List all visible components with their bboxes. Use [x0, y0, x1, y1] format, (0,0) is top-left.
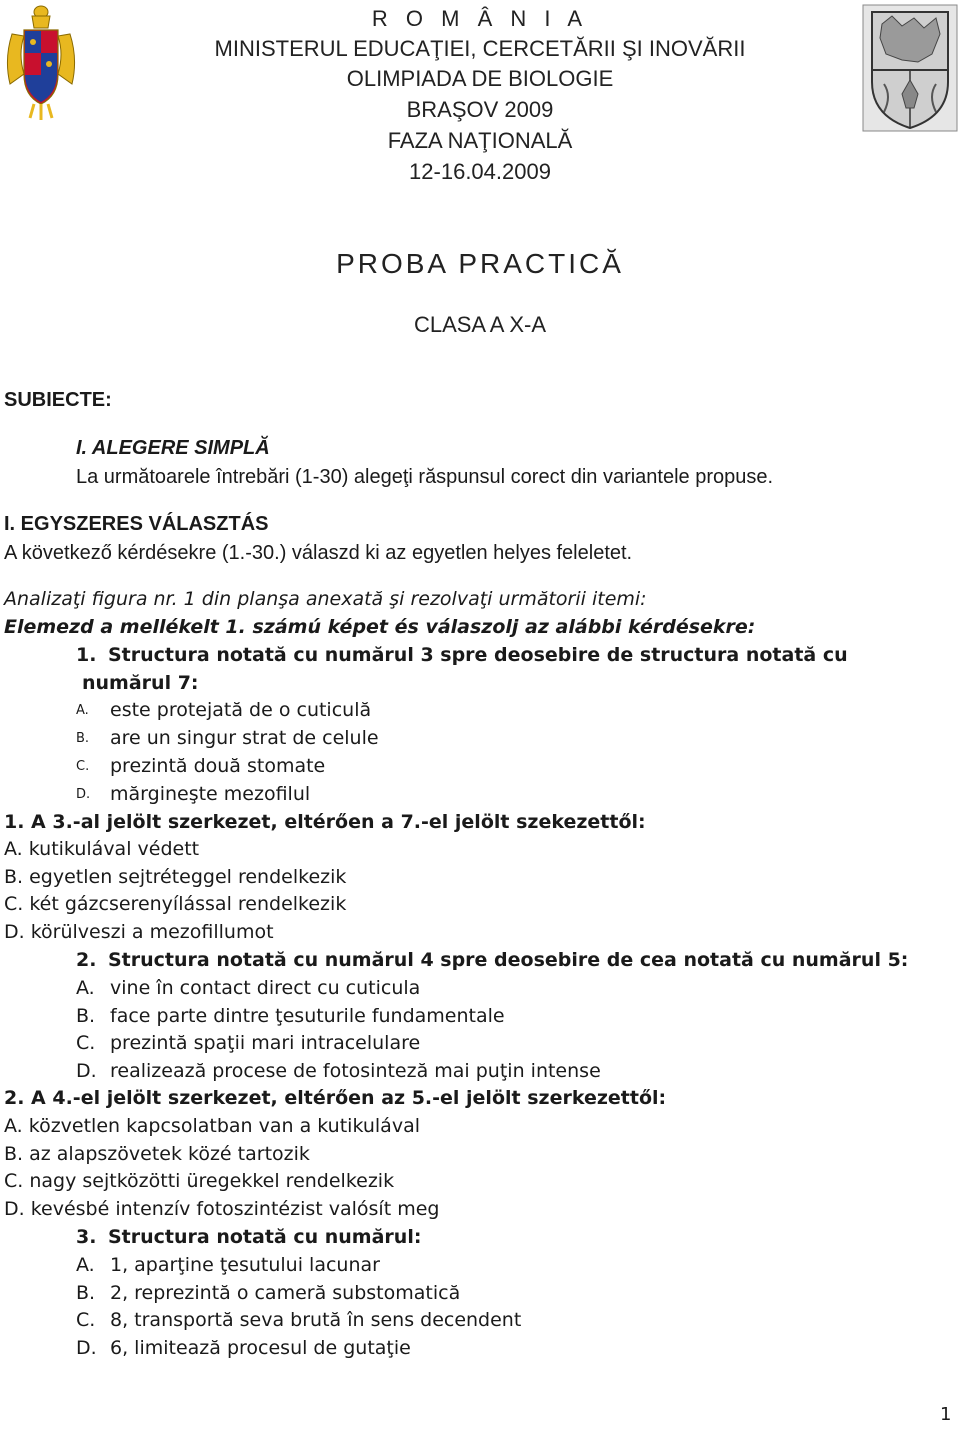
q2-ro-stem: Structura notată cu numărul 4 spre deosebire de cea notată cu numărul 5:	[108, 949, 909, 971]
q2-ro-option-text: face parte dintre ţesuturile fundamentale	[110, 1005, 505, 1027]
q3-ro-option-text: 1, aparţine ţesutului lacunar	[110, 1254, 380, 1276]
q2-ro-option-text: realizează procese de fotosinteză mai puţin intense	[110, 1060, 601, 1082]
section1-ro-heading: I. ALEGERE SIMPLĂ	[76, 437, 270, 459]
class-label: CLASA A X-A	[413, 312, 547, 337]
q2-hu-option: A. közvetlen kapcsolatban van a kutikulával	[4, 1115, 420, 1137]
figure-instruction-hu: Elemezd a mellékelt 1. számú képet és válaszolj az alábbi kérdésekre:	[4, 616, 756, 638]
romania-coat-of-arms-icon	[4, 4, 78, 122]
q2-ro-option-letter: D.	[76, 1060, 97, 1082]
header-city: BRAŞOV 2009	[406, 97, 554, 122]
section1-hu-instruction: A következő kérdésekre (1.-30.) válaszd ki az egyetlen helyes feleletet.	[4, 542, 633, 564]
q1-ro-option-text: are un singur strat de celule	[110, 727, 379, 749]
q1-hu-option: C. két gázcserenyílással rendelkezik	[4, 893, 347, 915]
q3-ro-stem: Structura notată cu numărul:	[108, 1226, 422, 1248]
q1-ro-option-letter: A.	[76, 703, 89, 718]
q3-ro-option-letter: B.	[76, 1282, 96, 1304]
q1-ro-option-text: este protejată de o cuticulă	[110, 699, 372, 721]
q1-ro-option-text: mărgineşte mezofilul	[110, 783, 311, 805]
q1-ro-option-text: prezintă două stomate	[110, 755, 326, 777]
figure-instruction-ro: Analizaţi figura nr. 1 din planşa anexată şi rezolvaţi următorii itemi:	[4, 588, 647, 610]
subjects-label: SUBIECTE:	[4, 389, 112, 411]
header-country: R O M Â N I A	[371, 6, 589, 31]
q1-ro-stem-line2: numărul 7:	[82, 672, 199, 694]
q1-ro-option-letter: B.	[76, 731, 90, 746]
q1-ro-option-letter: C.	[76, 759, 90, 774]
header-olympiad: OLIMPIADA DE BIOLOGIE	[346, 66, 614, 91]
q2-ro-option-letter: A.	[76, 977, 95, 999]
header-phase: FAZA NAŢIONALĂ	[387, 128, 573, 153]
q2-ro-option-letter: C.	[76, 1032, 96, 1054]
q3-ro-option-letter: D.	[76, 1337, 97, 1359]
q3-ro-option-letter: A.	[76, 1254, 95, 1276]
page-number: 1	[940, 1404, 952, 1425]
q1-hu-option: D. körülveszi a mezofillumot	[4, 921, 274, 943]
q2-ro-option-letter: B.	[76, 1005, 96, 1027]
q1-hu-stem: 1. A 3.-al jelölt szerkezet, eltérően a 7.-el jelölt szekezettől:	[4, 811, 646, 833]
q1-ro-number: 1.	[76, 644, 97, 666]
section1-hu-heading: I. EGYSZERES VÁLASZTÁS	[4, 513, 269, 535]
brasov-seal-icon	[862, 4, 958, 132]
q2-ro-option-text: vine în contact direct cu cuticula	[110, 977, 421, 999]
q2-ro-number: 2.	[76, 949, 97, 971]
q2-hu-option: C. nagy sejtközötti üregekkel rendelkezik	[4, 1170, 395, 1192]
section1-ro-instruction: La următoarele întrebări (1-30) alegeţi răspunsul corect din variantele propuse.	[76, 466, 774, 488]
q2-hu-option: B. az alapszövetek közé tartozik	[4, 1143, 310, 1165]
header-ministry: MINISTERUL EDUCAŢIEI, CERCETĂRII ŞI INOVĂRII	[214, 36, 746, 61]
q3-ro-option-letter: C.	[76, 1309, 96, 1331]
header-dates: 12-16.04.2009	[409, 159, 551, 184]
q3-ro-option-text: 6, limitează procesul de gutaţie	[110, 1337, 411, 1359]
q3-ro-option-text: 2, reprezintă o cameră substomatică	[110, 1282, 461, 1304]
q3-ro-option-text: 8, transportă seva brută în sens decendent	[110, 1309, 522, 1331]
q3-ro-number: 3.	[76, 1226, 97, 1248]
q1-hu-option: A. kutikulával védett	[4, 838, 200, 860]
q2-hu-option: D. kevésbé intenzív fotoszintézist valósít meg	[4, 1198, 440, 1220]
q1-ro-option-letter: D.	[76, 787, 91, 802]
q2-ro-option-text: prezintă spaţii mari intracelulare	[110, 1032, 421, 1054]
page-title: PROBA PRACTICĂ	[336, 248, 624, 279]
q2-hu-stem: 2. A 4.-el jelölt szerkezet, eltérően az 5.-el jelölt szerkezettől:	[4, 1087, 667, 1109]
q1-hu-option: B. egyetlen sejtréteggel rendelkezik	[4, 866, 347, 888]
q1-ro-stem-line1: Structura notată cu numărul 3 spre deosebire de structura notată cu	[108, 644, 848, 666]
